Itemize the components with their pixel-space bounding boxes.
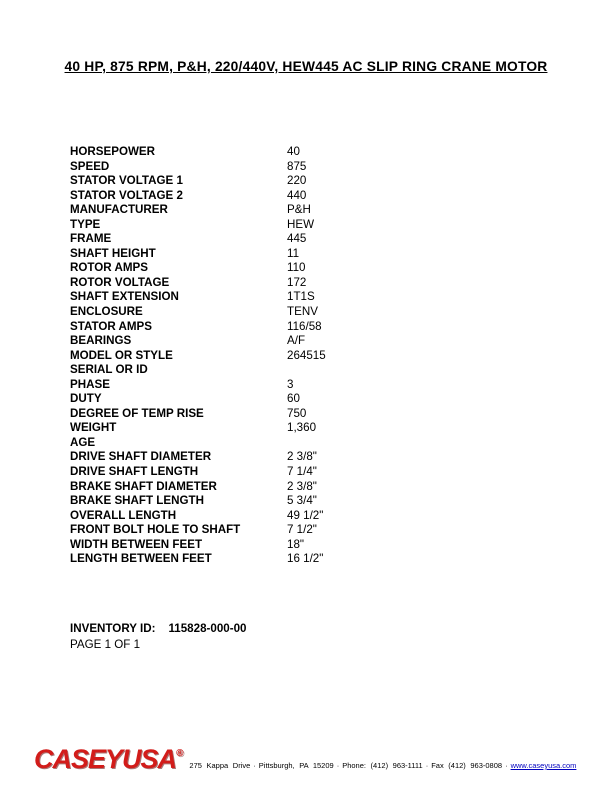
spec-value: 1T1S	[287, 290, 315, 304]
spec-label: LENGTH BETWEEN FEET	[70, 552, 212, 566]
spec-label: FRAME	[70, 232, 112, 246]
footer-fax: Fax (412) 963-0808	[431, 761, 503, 770]
spec-value: 750	[287, 406, 307, 420]
separator-dot: ·	[336, 761, 340, 770]
footer-contact-line	[189, 761, 576, 773]
spec-value: 7 1/4"	[287, 465, 317, 479]
registered-mark-icon: ®	[176, 748, 184, 759]
spec-row	[70, 203, 326, 218]
spec-value: 440	[287, 188, 307, 202]
spec-list	[70, 145, 326, 567]
spec-value: HEW	[287, 217, 315, 231]
spec-row	[70, 290, 326, 305]
spec-label: ENCLOSURE	[70, 305, 143, 319]
spec-label: SERIAL OR ID	[70, 363, 148, 377]
spec-value: 3	[287, 377, 294, 391]
spec-value: 18"	[287, 537, 305, 551]
spec-row	[70, 145, 326, 160]
spec-value: 116/58	[287, 319, 322, 333]
spec-row	[70, 320, 326, 335]
spec-label: ROTOR VOLTAGE	[70, 275, 170, 289]
spec-row	[70, 247, 326, 262]
spec-value: TENV	[287, 305, 318, 319]
spec-label: HORSEPOWER	[70, 145, 156, 158]
spec-label: MANUFACTURER	[70, 203, 168, 217]
spec-row	[70, 465, 326, 480]
spec-row	[70, 407, 326, 422]
page-title: 40 HP, 875 RPM, P&H, 220/440V, HEW445 AC SLIP RING CRANE MOTOR	[64, 59, 548, 74]
footer-address: 275 Kappa Drive	[189, 761, 251, 770]
spec-label: SHAFT EXTENSION	[70, 290, 179, 304]
footer-location: Pittsburgh, PA 15209	[258, 761, 334, 770]
spec-value: 11	[287, 246, 300, 260]
separator-dot: ·	[505, 761, 508, 770]
title-row	[0, 58, 612, 76]
spec-row	[70, 261, 326, 276]
inventory-id-label: INVENTORY ID:	[70, 622, 156, 635]
spec-label: AGE	[70, 435, 96, 449]
spec-label: DRIVE SHAFT LENGTH	[70, 465, 199, 479]
spec-label: SPEED	[70, 159, 110, 173]
spec-label: STATOR VOLTAGE 1	[70, 174, 183, 188]
spec-value: 7 1/2"	[287, 523, 317, 537]
spec-label: DUTY	[70, 392, 102, 406]
spec-label: SHAFT HEIGHT	[70, 246, 156, 260]
spec-label: BRAKE SHAFT LENGTH	[70, 494, 204, 508]
spec-value: 1,360	[287, 421, 317, 435]
spec-row	[70, 436, 326, 451]
spec-value: 875	[287, 159, 307, 173]
spec-label: MODEL OR STYLE	[70, 348, 173, 362]
spec-row	[70, 538, 326, 553]
spec-row	[70, 392, 326, 407]
inventory-section	[70, 621, 246, 653]
spec-row	[70, 480, 326, 495]
spec-value: 40	[287, 145, 300, 158]
spec-value: P&H	[287, 203, 311, 217]
spec-label: OVERALL LENGTH	[70, 508, 177, 522]
spec-value: A/F	[287, 334, 306, 348]
footer	[34, 746, 576, 773]
spec-value: 264515	[287, 348, 326, 362]
inventory-id-value: 115828-000-00	[168, 622, 247, 635]
spec-row	[70, 276, 326, 291]
spec-row	[70, 494, 326, 509]
spec-value: 2 3/8"	[287, 450, 317, 464]
spec-row	[70, 363, 326, 378]
separator-dot: ·	[253, 761, 256, 770]
spec-value: 2 3/8"	[287, 479, 317, 493]
spec-row	[70, 349, 326, 364]
spec-label: DRIVE SHAFT DIAMETER	[70, 450, 212, 464]
spec-label: FRONT BOLT HOLE TO SHAFT	[70, 523, 241, 537]
spec-value: 172	[287, 275, 307, 289]
spec-value: 445	[287, 232, 307, 246]
spec-label: BRAKE SHAFT DIAMETER	[70, 479, 217, 493]
spec-label: WIDTH BETWEEN FEET	[70, 537, 203, 551]
spec-row	[70, 523, 326, 538]
spec-row	[70, 552, 326, 567]
spec-row	[70, 450, 326, 465]
page-number: PAGE 1 OF 1	[70, 638, 141, 651]
spec-label: TYPE	[70, 217, 101, 231]
website-link[interactable]: www.caseyusa.com	[510, 761, 577, 770]
spec-value: 5 3/4"	[287, 494, 317, 508]
spec-label: PHASE	[70, 377, 110, 391]
spec-row	[70, 174, 326, 189]
spec-label: STATOR VOLTAGE 2	[70, 188, 183, 202]
spec-value: 60	[287, 392, 300, 406]
spec-row	[70, 334, 326, 349]
spec-label: BEARINGS	[70, 334, 132, 348]
inventory-id-row	[70, 621, 246, 637]
spec-label: WEIGHT	[70, 421, 117, 435]
separator-dot: ·	[425, 761, 429, 770]
spec-value: 220	[287, 174, 307, 188]
caseyusa-logo	[34, 746, 183, 773]
spec-row	[70, 509, 326, 524]
spec-label: STATOR AMPS	[70, 319, 153, 333]
spec-row	[70, 232, 326, 247]
spec-row	[70, 189, 326, 204]
spec-label: ROTOR AMPS	[70, 261, 148, 275]
spec-label: DEGREE OF TEMP RISE	[70, 406, 204, 420]
spec-row	[70, 218, 326, 233]
spec-row	[70, 421, 326, 436]
spec-value: 110	[287, 261, 306, 275]
footer-phone: Phone: (412) 963-1111	[342, 761, 423, 770]
caseyusa-logo-text: CASEYUSA	[34, 744, 177, 774]
spec-row	[70, 378, 326, 393]
spec-row	[70, 160, 326, 175]
spec-value: 16 1/2"	[287, 552, 324, 566]
spec-value: 49 1/2"	[287, 508, 324, 522]
spec-row	[70, 305, 326, 320]
